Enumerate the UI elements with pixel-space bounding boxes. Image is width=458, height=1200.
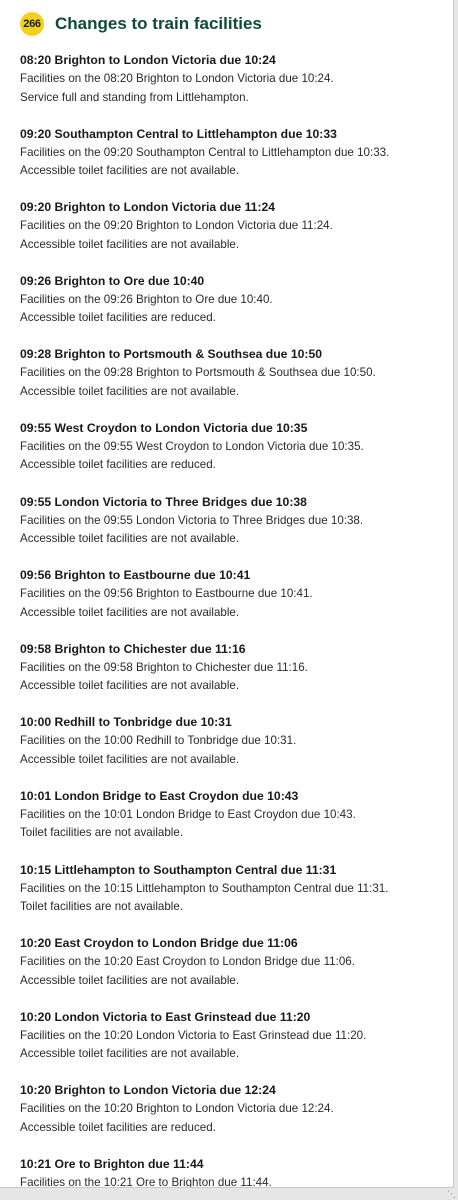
item-title: 09:55 West Croydon to London Victoria due 10:35 — [20, 420, 308, 435]
item-title: 10:00 Redhill to Tonbridge due 10:31 — [20, 715, 232, 730]
resize-grip-icon[interactable]: ⋱ — [447, 1189, 456, 1199]
panel-header — [0, 0, 453, 40]
list-item[interactable] — [20, 935, 443, 1009]
item-description: Facilities on the 10:20 Brighton to London Victoria due 12:24. — [20, 1102, 334, 1116]
item-status: Accessible toilet facilities are not available. — [20, 605, 240, 619]
item-status: Accessible toilet facilities are not available. — [20, 752, 240, 766]
list-item[interactable] — [20, 788, 443, 862]
list-item[interactable] — [20, 567, 443, 641]
item-title: 10:01 London Bridge to East Croydon due 10:43 — [20, 788, 299, 803]
list-item[interactable] — [20, 1082, 443, 1156]
item-title: 09:20 Southampton Central to Littlehampton due 10:33 — [20, 126, 337, 141]
list-item[interactable] — [20, 126, 443, 200]
item-description: Facilities on the 08:20 Brighton to London Victoria due 10:24. — [20, 72, 334, 85]
item-status: Accessible toilet facilities are reduced. — [20, 458, 216, 472]
item-status: Accessible toilet facilities are reduced. — [20, 311, 216, 325]
item-description: Facilities on the 10:20 London Victoria to East Grinstead due 11:20. — [20, 1028, 367, 1042]
list-item[interactable] — [20, 714, 443, 788]
item-description: Facilities on the 09:56 Brighton to Eastbourne due 10:41. — [20, 587, 313, 601]
list-item[interactable] — [20, 199, 443, 273]
item-status: Accessible toilet facilities are not available. — [20, 973, 240, 987]
item-title: 10:20 London Victoria to East Grinstead due 11:20 — [20, 1009, 311, 1024]
list-item[interactable] — [20, 273, 443, 347]
count-badge: 266 — [20, 12, 44, 36]
item-title: 10:20 Brighton to London Victoria due 12:24 — [20, 1083, 276, 1098]
item-status: Accessible toilet facilities are not available. — [20, 532, 240, 546]
item-title: 09:26 Brighton to Ore due 10:40 — [20, 273, 205, 288]
item-status: Toilet facilities are not available. — [20, 826, 184, 840]
item-description: Facilities on the 09:26 Brighton to Ore due 10:40. — [20, 292, 273, 306]
item-title: 10:21 Ore to Brighton due 11:44 — [20, 1156, 204, 1171]
item-status: Accessible toilet facilities are not available. — [20, 164, 240, 178]
item-title: 09:58 Brighton to Chichester due 11:16 — [20, 641, 246, 656]
item-title: 09:56 Brighton to Eastbourne due 10:41 — [20, 568, 251, 583]
item-description: Facilities on the 10:15 Littlehampton to Southampton Central due 11:31. — [20, 881, 389, 895]
list-item[interactable] — [20, 1156, 443, 1188]
item-description: Facilities on the 09:28 Brighton to Portsmouth & Southsea due 10:50. — [20, 366, 376, 380]
list-item[interactable] — [20, 862, 443, 936]
list-item[interactable] — [20, 641, 443, 715]
item-status: Accessible toilet facilities are not available. — [20, 384, 240, 398]
item-status: Toilet facilities are not available. — [20, 900, 184, 914]
window-bottom-edge — [0, 1188, 458, 1200]
item-status: Accessible toilet facilities are not available. — [20, 679, 240, 693]
item-title: 09:20 Brighton to London Victoria due 11:24 — [20, 200, 276, 215]
list-item[interactable] — [20, 346, 443, 420]
list-item[interactable] — [20, 52, 443, 126]
item-description: Facilities on the 09:55 London Victoria to Three Bridges due 10:38. — [20, 513, 364, 527]
list-item[interactable] — [20, 420, 443, 494]
panel-title: Changes to train facilities — [55, 14, 262, 33]
item-description: Facilities on the 10:00 Redhill to Tonbridge due 10:31. — [20, 734, 297, 748]
item-description: Facilities on the 09:20 Southampton Central to Littlehampton due 10:33. — [20, 145, 390, 159]
item-description: Facilities on the 09:58 Brighton to Chichester due 11:16. — [20, 660, 308, 674]
item-status: Accessible toilet facilities are not available. — [20, 1047, 240, 1061]
item-description: Facilities on the 10:21 Ore to Brighton due 11:44. — [20, 1175, 272, 1188]
item-title: 09:55 London Victoria to Three Bridges due 10:38 — [20, 494, 307, 509]
item-title: 10:20 East Croydon to London Bridge due 11:06 — [20, 936, 298, 951]
item-description: Facilities on the 10:20 East Croydon to London Bridge due 11:06. — [20, 955, 355, 969]
list-item[interactable] — [20, 1009, 443, 1083]
item-status: Accessible toilet facilities are reduced. — [20, 1120, 216, 1134]
item-title: 08:20 Brighton to London Victoria due 10:24 — [20, 53, 276, 67]
list-item[interactable] — [20, 494, 443, 568]
item-description: Facilities on the 09:20 Brighton to London Victoria due 11:24. — [20, 219, 333, 233]
item-status: Service full and standing from Littlehampton. — [20, 90, 249, 104]
facilities-list — [0, 40, 453, 1188]
item-title: 10:15 Littlehampton to Southampton Central due 11:31 — [20, 862, 337, 877]
item-title: 09:28 Brighton to Portsmouth & Southsea due 10:50 — [20, 347, 323, 362]
item-description: Facilities on the 10:01 London Bridge to East Croydon due 10:43. — [20, 807, 356, 821]
item-status: Accessible toilet facilities are not available. — [20, 237, 240, 251]
item-description: Facilities on the 09:55 West Croydon to London Victoria due 10:35. — [20, 439, 364, 453]
